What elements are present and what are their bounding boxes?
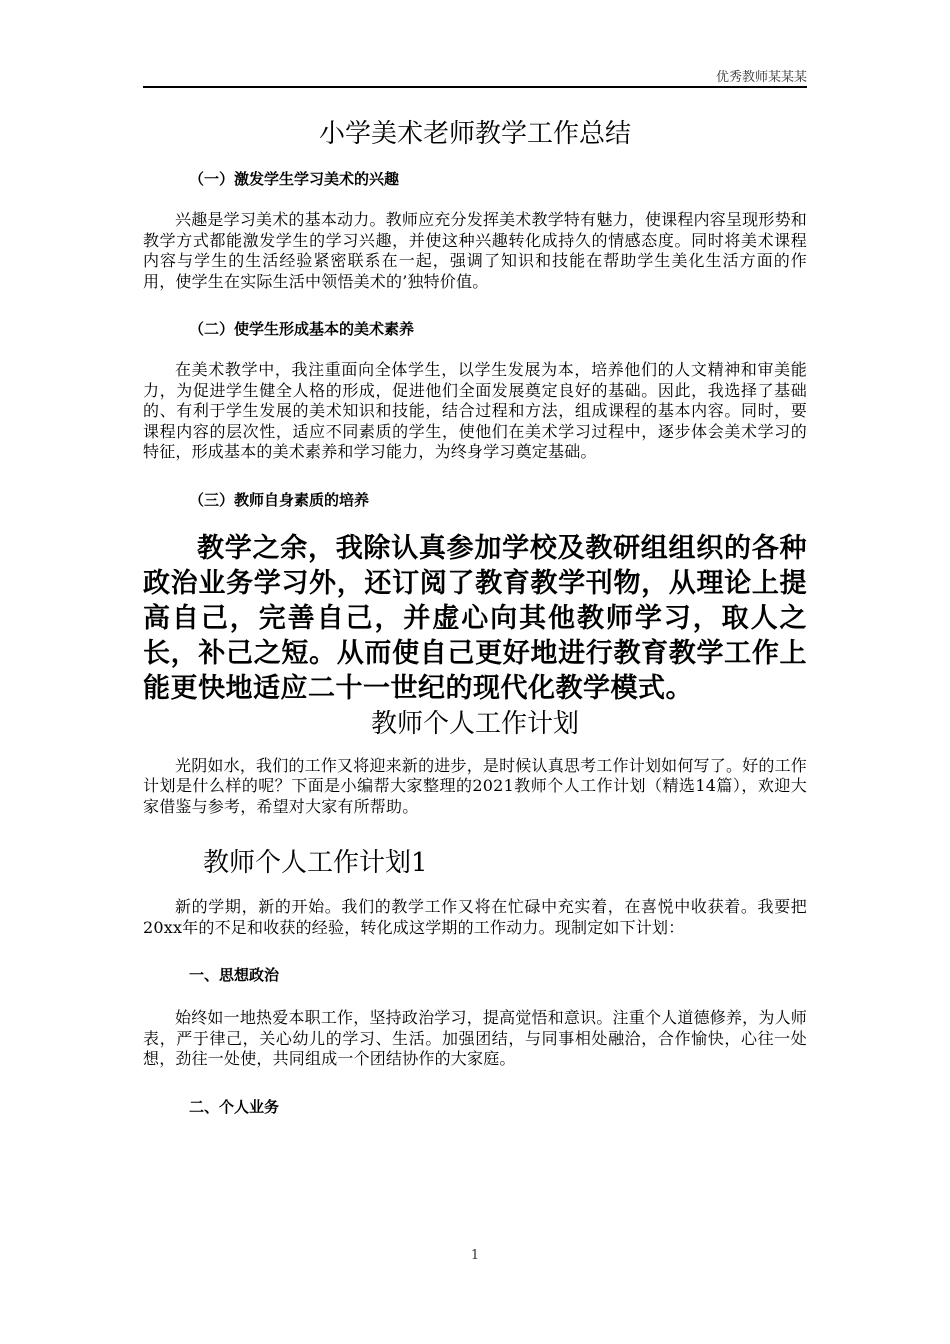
section-heading-2: （二）使学生形成基本的美术素养 [189,320,415,338]
section-heading-1: （一）激发学生学习美术的兴趣 [189,170,400,188]
intro-paragraph: 光阴如水，我们的工作又将迎来新的进步，是时候认真思考工作计划如何写了。好的工作计划是什么样的呢？下面是小编帮大家整理的2021教师个人工作计划（精选14篇），欢迎大家借鉴与参考，希望对大家有所帮助。 [143,755,807,816]
section-heading-3: （三）教师自身素质的培养 [189,490,370,509]
section-body-3: 教学之余，我除认真参加学校及教研组组织的各种政治业务学习外，还订阅了教育教学刊物，从理论上提高自己，完善自己，并虚心向其他教师学习，取人之长，补己之短。从而使自己更好地进行教育教学工作上能更快地适应二十一世纪的现代化教学模式。 [143,532,807,704]
plan-heading: 教师个人工作计划1 [203,848,428,878]
sub-title: 教师个人工作计划 [370,708,579,739]
plan-intro-paragraph: 新的学期，新的开始。我们的教学工作又将在忙碌中充实着，在喜悦中收获着。我要把20xx年的不足和收获的经验，转化成这学期的工作动力。现制定如下计划： [143,897,807,937]
item-heading-2: 二、个人业务 [189,1097,280,1116]
item-heading-1: 一、思想政治 [189,966,280,984]
header-divider [143,86,807,88]
page-header-text: 优秀教师某某某 [715,70,807,85]
document-content [143,114,807,1140]
section-body-1: 兴趣是学习美术的基本动力。教师应充分发挥美术教学特有魅力，使课程内容呈现形势和教学方式都能激发学生的学习兴趣，并使这种兴趣转化成持久的情感态度。同时将美术课程内容与学生的生活经验紧密联系在一起，强调了知识和技能在帮助学生美化生活方面的作用，使学生在实际生活中领悟美术的’独特价值。 [143,210,807,291]
item-body-1: 始终如一地热爱本职工作，坚持政治学习，提高觉悟和意识。注重个人道德修养，为人师表，严于律己，关心幼儿的学习、生活。加强团结，与同事相处融洽，合作愉快，心往一处想，劲往一处使，共同组成一个团结协作的大家庭。 [143,1008,807,1068]
page-number: 1 [470,1248,480,1263]
document-title: 小学美术老师教学工作总结 [318,119,631,149]
section-body-2: 在美术教学中，我注重面向全体学生，以学生发展为本，培养他们的人文精神和审美能力，为促进学生健全人格的形成，促进他们全面发展奠定良好的基础。因此，我选择了基础的、有利于学生发展的美术知识和技能，结合过程和方法，组成课程的基本内容。同时，要课程内容的层次性，适应不同素质的学生，使他们在美术学习过程中，逐步体会美术学习的特征，形成基本的美术素养和学习能力，为终身学习奠定基础。 [143,360,807,461]
